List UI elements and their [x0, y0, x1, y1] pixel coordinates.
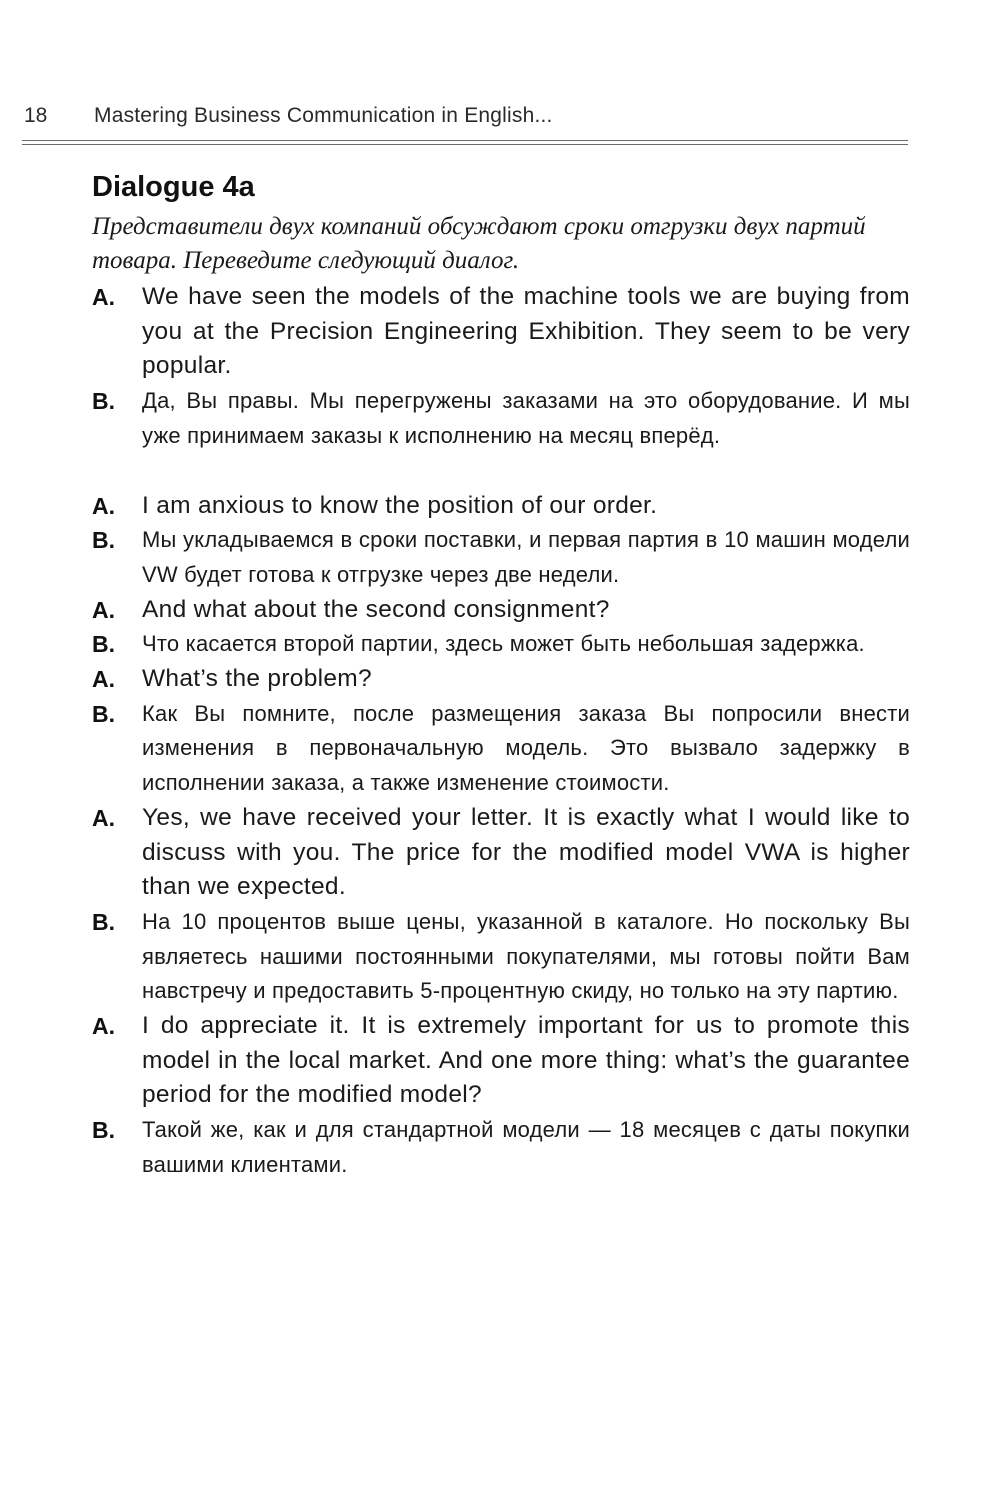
dialogue-line: [92, 697, 910, 801]
header-rule: [22, 140, 908, 141]
speaker-label: B.: [92, 908, 115, 935]
page-number: 18: [24, 104, 48, 127]
running-head: [24, 104, 910, 136]
utterance-text: Yes, we have received your letter. It is exactly what I would like to discuss with you. The price for the modified model VWA is higher than we expected.: [142, 803, 910, 901]
speaker-label: B.: [92, 631, 115, 658]
speaker-label: B.: [92, 1117, 115, 1144]
speaker-label: A.: [92, 596, 115, 623]
dialogue-lines: [92, 280, 910, 1183]
speaker-label: A.: [92, 804, 115, 831]
dialogue-section: [92, 168, 910, 1183]
dialogue-line: [92, 593, 910, 628]
dialogue-line: [92, 662, 910, 697]
dialogue-line: [92, 627, 910, 662]
utterance-text: Как Вы помните, после размещения заказа Вы попросили внести изменения в первоначальную модель. Это вызвало задержку в исполнении заказа, а также изменение стоимости.: [142, 700, 910, 796]
dialogue-line: [92, 801, 910, 905]
speaker-label: B.: [92, 388, 115, 415]
utterance-text: I am anxious to know the position of our order.: [142, 491, 658, 519]
utterance-text: What’s the problem?: [142, 665, 372, 693]
utterance-text: And what about the second consignment?: [142, 595, 610, 623]
paragraph-gap: [92, 454, 910, 489]
header-rule-secondary: [22, 144, 908, 145]
speaker-label: B.: [92, 527, 115, 554]
dialogue-line: [92, 489, 910, 524]
utterance-text: Мы укладываемся в сроки поставки, и первая партия в 10 машин модели VW будет готова к отгрузке через две недели.: [142, 527, 910, 587]
dialogue-line: [92, 1009, 910, 1113]
utterance-text: Что касается второй партии, здесь может быть небольшая задержка.: [142, 631, 865, 657]
section-heading: Dialogue 4a: [92, 171, 255, 203]
dialogue-line: [92, 280, 910, 384]
utterance-text: Да, Вы правы. Мы перегружены заказами на это оборудование. И мы уже принимаем заказы к исполнению на месяц вперёд.: [142, 388, 910, 448]
utterance-text: We have seen the models of the machine tools we are buying from you at the Precision Engineering Exhibition. They seem to be very popular.: [142, 283, 910, 380]
book-title: Mastering Business Communication in English...: [94, 104, 553, 127]
speaker-label: A.: [92, 492, 115, 519]
dialogue-line: [92, 384, 910, 453]
dialogue-line: [92, 905, 910, 1009]
speaker-label: A.: [92, 284, 115, 310]
speaker-label: B.: [92, 700, 115, 727]
utterance-text: Такой же, как и для стандартной модели — 18 месяцев с даты покупки вашими клиентами.: [142, 1117, 910, 1177]
utterance-text: I do appreciate it. It is extremely important for us to promote this model in the local market. And one more thing: what’s the guarantee period for the modified model?: [142, 1012, 910, 1109]
dialogue-line: [92, 523, 910, 592]
speaker-label: A.: [92, 1013, 115, 1040]
task-instruction: Представители двух компаний обсуждают сроки отгрузки двух партий товара. Переведите следующий диалог.: [92, 213, 866, 274]
dialogue-line: [92, 1113, 910, 1182]
speaker-label: A.: [92, 666, 115, 693]
utterance-text: На 10 процентов выше цены, указанной в каталоге. Но поскольку Вы являетесь нашими постоянными покупателями, мы готовы пойти Вам навстречу и предоставить 5-процентную скиду, но только на эту партию.: [142, 908, 910, 1004]
